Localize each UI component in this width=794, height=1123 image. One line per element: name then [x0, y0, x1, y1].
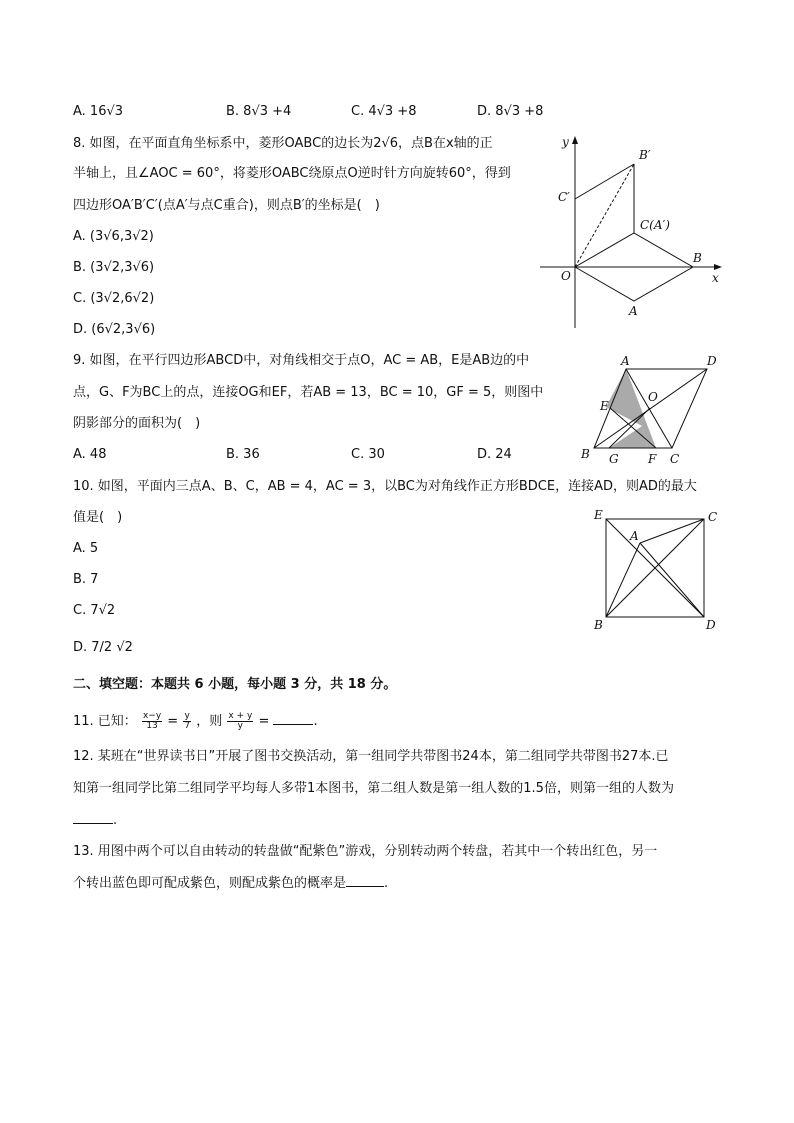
q7-option-a: A. 16√3: [73, 104, 124, 119]
q9-option-c: C. 30: [351, 447, 385, 462]
label-g: G: [609, 452, 619, 466]
label-c: C: [708, 510, 718, 524]
label-a: A: [630, 529, 639, 543]
q11-frac1-denominator: 13: [146, 721, 158, 731]
label-d: D: [706, 618, 716, 632]
q9-option-d: D. 24: [477, 447, 512, 462]
q13-end: .: [384, 876, 389, 891]
q8-option-c: C. (3√2,6√2): [73, 291, 155, 306]
q11-equals: =: [167, 714, 179, 729]
label-x: x: [712, 271, 719, 285]
q7-option-c: C. 4√3 +8: [351, 104, 417, 119]
q8-option-d: D. (6√2,3√6): [73, 322, 156, 337]
segment-ad: [640, 543, 704, 617]
q11-suffix: =: [258, 714, 270, 729]
x-axis-arrow: [714, 264, 722, 270]
q7-option-d: D. 8√3 +8: [477, 104, 544, 119]
label-f: F: [648, 452, 657, 466]
label-e: E: [600, 399, 609, 413]
label-a: A: [621, 354, 630, 368]
label-o: O: [648, 390, 658, 404]
segment-ab: [606, 543, 640, 617]
label-b-prime: B′: [639, 148, 651, 162]
q10-option-c: C. 7√2: [73, 603, 116, 618]
q13-line1: 13. 用图中两个可以自由转动的转盘做“配紫色”游戏，分别转动两个转盘，若其中一个转出红色，另一: [73, 844, 658, 859]
q9-option-a: A. 48: [73, 447, 107, 462]
label-y: y: [562, 135, 569, 149]
q12-line2: 知第一组同学比第二组同学平均每人多带1本图书，第二组人数是第一组人数的1.5倍，则第一组的人数为: [73, 781, 674, 796]
q11-answer-blank[interactable]: [273, 712, 313, 725]
q11-prefix: 11. 已知：: [73, 714, 137, 729]
q12-line1: 12. 某班在“世界读书日”开展了图书交换活动，第一组同学共带图书24本，第二组同学共带图书27本.已: [73, 749, 669, 764]
q8-figure: [530, 128, 730, 333]
q10-option-b: B. 7: [73, 572, 99, 587]
section-heading-fill-in: 二、填空题：本题共 6 小题，每小题 3 分，共 18 分。: [73, 677, 397, 692]
q12-line3: [73, 811, 117, 830]
label-b: B: [693, 251, 702, 265]
q8-option-a: A. (3√6,3√2): [73, 229, 154, 244]
q11-line: [73, 710, 318, 734]
q11-fraction-2: [183, 712, 191, 731]
q9-option-b: B. 36: [226, 447, 260, 462]
q10-stem-line2: 值是( ): [73, 510, 123, 525]
q9-stem-line3: 阴影部分的面积为( ): [73, 416, 201, 431]
y-axis-arrow: [572, 136, 578, 144]
label-c-aprime: C(A′): [640, 218, 670, 232]
q13-line2-text: 个转出蓝色即可配成紫色，则配成紫色的概率是: [73, 876, 347, 891]
q11-end: .: [313, 714, 318, 729]
label-o: O: [561, 269, 571, 283]
label-b: B: [594, 618, 603, 632]
q11-frac1-numerator: x−y: [142, 711, 162, 721]
q12-end: .: [113, 813, 118, 828]
dashed-ob-prime: [575, 164, 634, 267]
label-b: B: [581, 447, 590, 461]
q11-frac2-denominator: 7: [184, 721, 191, 731]
q11-frac3-numerator: x + y: [228, 711, 253, 721]
segment-ac: [640, 519, 704, 543]
q8-stem-line3: 四边形OA′B′C′(点A′与点C重合)，则点B′的坐标是( ): [73, 198, 380, 213]
q8-option-b: B. (3√2,3√6): [73, 260, 155, 275]
q8-stem-line2: 半轴上，且∠AOC = 60°，将菱形OABC绕原点O逆时针方向旋转60°，得到: [73, 166, 511, 181]
q10-stem-line1: 10. 如图，平面内三点A、B、C，AB = 4，AC = 3，以BC为对角线作正方形BDCE，连接AD，则AD的最大: [73, 479, 697, 494]
q12-answer-blank[interactable]: [73, 811, 113, 824]
q11-frac3-denominator: y: [237, 721, 243, 731]
q11-frac2-numerator: y: [184, 711, 190, 721]
q9-figure: [578, 352, 728, 470]
q11-fraction-1: [142, 712, 162, 731]
q13-line2: [73, 874, 388, 893]
label-a: A: [629, 304, 638, 318]
q10-option-d: D. 7/2 √2: [73, 640, 133, 655]
label-c-prime: C′: [558, 190, 570, 204]
q10-option-a: A. 5: [73, 541, 99, 556]
label-d: D: [707, 354, 717, 368]
side-cprime-bprime: [575, 164, 634, 199]
q7-option-b: B. 8√3 +4: [226, 104, 292, 119]
label-e: E: [594, 508, 603, 522]
q9-stem-line1: 9. 如图，在平行四边形ABCD中，对角线相交于点O，AC = AB，E是AB边的中: [73, 353, 530, 368]
label-c: C: [670, 452, 680, 466]
q11-fraction-3: [227, 712, 253, 731]
q9-stem-line2: 点，G、F为BC上的点，连接OG和EF，若AB = 13，BC = 10，GF = 5，则图中: [73, 385, 544, 400]
q11-mid: ，则: [196, 714, 223, 729]
q10-figure: [590, 505, 730, 635]
q8-stem-line1: 8. 如图，在平面直角坐标系中，菱形OABC的边长为2√6，点B在x轴的正: [73, 136, 493, 151]
q13-answer-blank[interactable]: [346, 874, 384, 887]
